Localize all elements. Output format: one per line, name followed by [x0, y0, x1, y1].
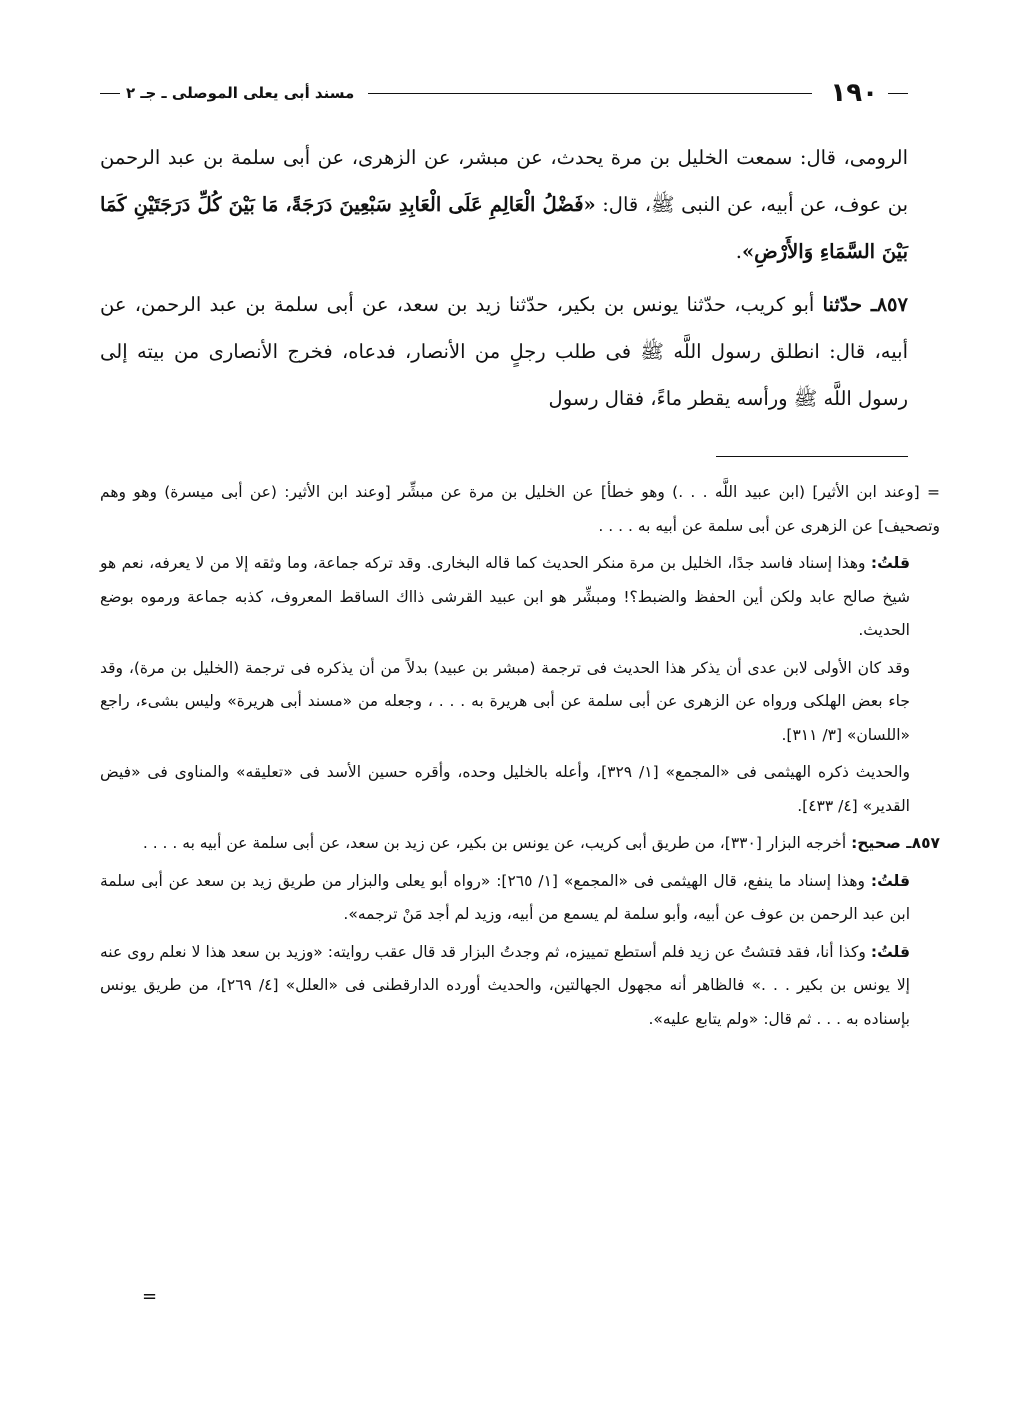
main-paragraph-1	[100, 134, 908, 275]
footnote-separator	[716, 456, 908, 457]
note-6-lead: قلتُ:	[870, 871, 911, 890]
note-3: وقد كان الأولى لابن عدى أن يذكر هذا الحديث فى ترجمة (مبشر بن عبيد) بدلاً من أن يذكره فى ترجمة (الخليل بن مرة)، وقد جاء بعض الهلكى ورواه عن الزهرى عن أبى سلمة عن أبى هريرة به . . . ، وجعله من «مسند أبى هريرة» وليس بشىء، راجع «اللسان» [٣/ ٣١١].	[100, 658, 910, 744]
note-2	[100, 547, 940, 648]
running-title: مسند أبى يعلى الموصلى ـ جـ ٢	[126, 84, 355, 102]
page-header	[100, 78, 908, 108]
note-7-lead: قلتُ:	[870, 942, 910, 961]
note-2-lead: قلتُ:	[870, 554, 910, 572]
note-6	[100, 865, 940, 932]
hadith-number: ٨٥٧ـ حدّثنا	[822, 293, 908, 316]
note-5-lead: ٨٥٧ـ صحيح:	[851, 834, 940, 852]
note-1: = [وعند ابن الأثير] (ابن عبيد اللَّه . . .) وهو خطأ] عن الخليل بن مرة عن مبشِّر [وعند ابن الأثير: (عن أبى ميسرة) وهو وهم وتصحيف] عن الزهرى عن أبى سلمة عن أبيه به . . . .	[100, 483, 940, 535]
note-2-text: وهذا إسناد فاسد جدًا، الخليل بن مرة منكر الحديث كما قاله البخارى. وقد تركه جماعة، وما وثقه إلا من لا يعرفه، نعم هو شيخ صالح عابد ولكن أين الحفظ والضبط؟! ومبشِّر هو ابن عبيد القرشى ذااك الساقط المعروف، كذبه جماعة ورموه بوضع الحديث.	[100, 554, 910, 639]
header-dash	[888, 93, 908, 94]
continuation-mark: =	[142, 1286, 158, 1307]
header-dash-end	[100, 93, 120, 94]
hadith-text: «فَضْلُ الْعَالِمِ عَلَى الْعَابِدِ سَبْعِينَ دَرَجَةً، مَا بَيْنَ كُلِّ دَرَجَتَيْنِ كَمَا بَيْنَ السَّمَاءِ وَالأَرْضِ»	[100, 193, 908, 263]
footnotes	[100, 476, 940, 1040]
p1-end: .	[735, 240, 742, 263]
note-6-text: وهذا إسناد ما ينفع، قال الهيثمى فى «المجمع» [١/ ٢٦٥]: «رواه أبو يعلى والبزار من طريق زيد بن سعد عن أبى سلمة ابن عبد الرحمن بن عوف عن أبيه، وأبو سلمة لم يسمع من أبيه، وزيد لم أجد مَنْ ترجمه».	[100, 871, 910, 923]
note-5	[100, 827, 940, 861]
note-5-text: أخرجه البزار [٣٣٠]، من طريق أبى كريب، عن يونس بن بكير، عن زيد بن سعد، عن أبى سلمة عن أبيه به . . . .	[142, 834, 852, 852]
p2-text: أبو كريب، حدّثنا يونس بن بكير، حدّثنا زيد بن سعد، عن أبى سلمة بن عبد الرحمن، عن أبيه، قال: انطلق رسول اللَّه ﷺ فى طلب رجلٍ من الأنصار، فدعاه، فخرج الأنصارى من بيته إلى رسول اللَّه ﷺ ورأسه يقطر ماءً، فقال رسول	[100, 293, 908, 410]
p1-text: الرومى، قال: سمعت الخليل بن مرة يحدث، عن مبشر، عن الزهرى، عن أبى سلمة بن عبد الرحمن بن عوف، عن أبيه، عن النبى ﷺ، قال:	[100, 146, 908, 216]
main-text	[100, 134, 908, 428]
note-7-text: وكذا أنا، فقد فتشتُ عن زيد فلم أستطع تمييزه، ثم وجدتُ البزار قد قال عقب روايته: «وزيد بن سعد هذا لا نعلم روى عنه إلا يونس بن بكير . . .» فالظاهر أنه مجهول الجهالتين، والحديث أورده الدارقطنى فى «العلل» [٤/ ٢٦٩]، من طريق يونس بإسناده به . . . ثم قال: «ولم يتابع عليه».	[100, 942, 910, 1028]
main-paragraph-2	[100, 281, 908, 422]
note-7	[100, 936, 940, 1037]
page-number: ١٩٠	[830, 78, 878, 108]
header-rule	[368, 93, 812, 94]
note-4: والحديث ذكره الهيثمى فى «المجمع» [١/ ٣٢٩]، وأعله بالخليل وحده، وأقره حسين الأسد فى «تعليقه» والمناوى فى «فيض القدير» [٤/ ٤٣٣].	[100, 763, 910, 815]
